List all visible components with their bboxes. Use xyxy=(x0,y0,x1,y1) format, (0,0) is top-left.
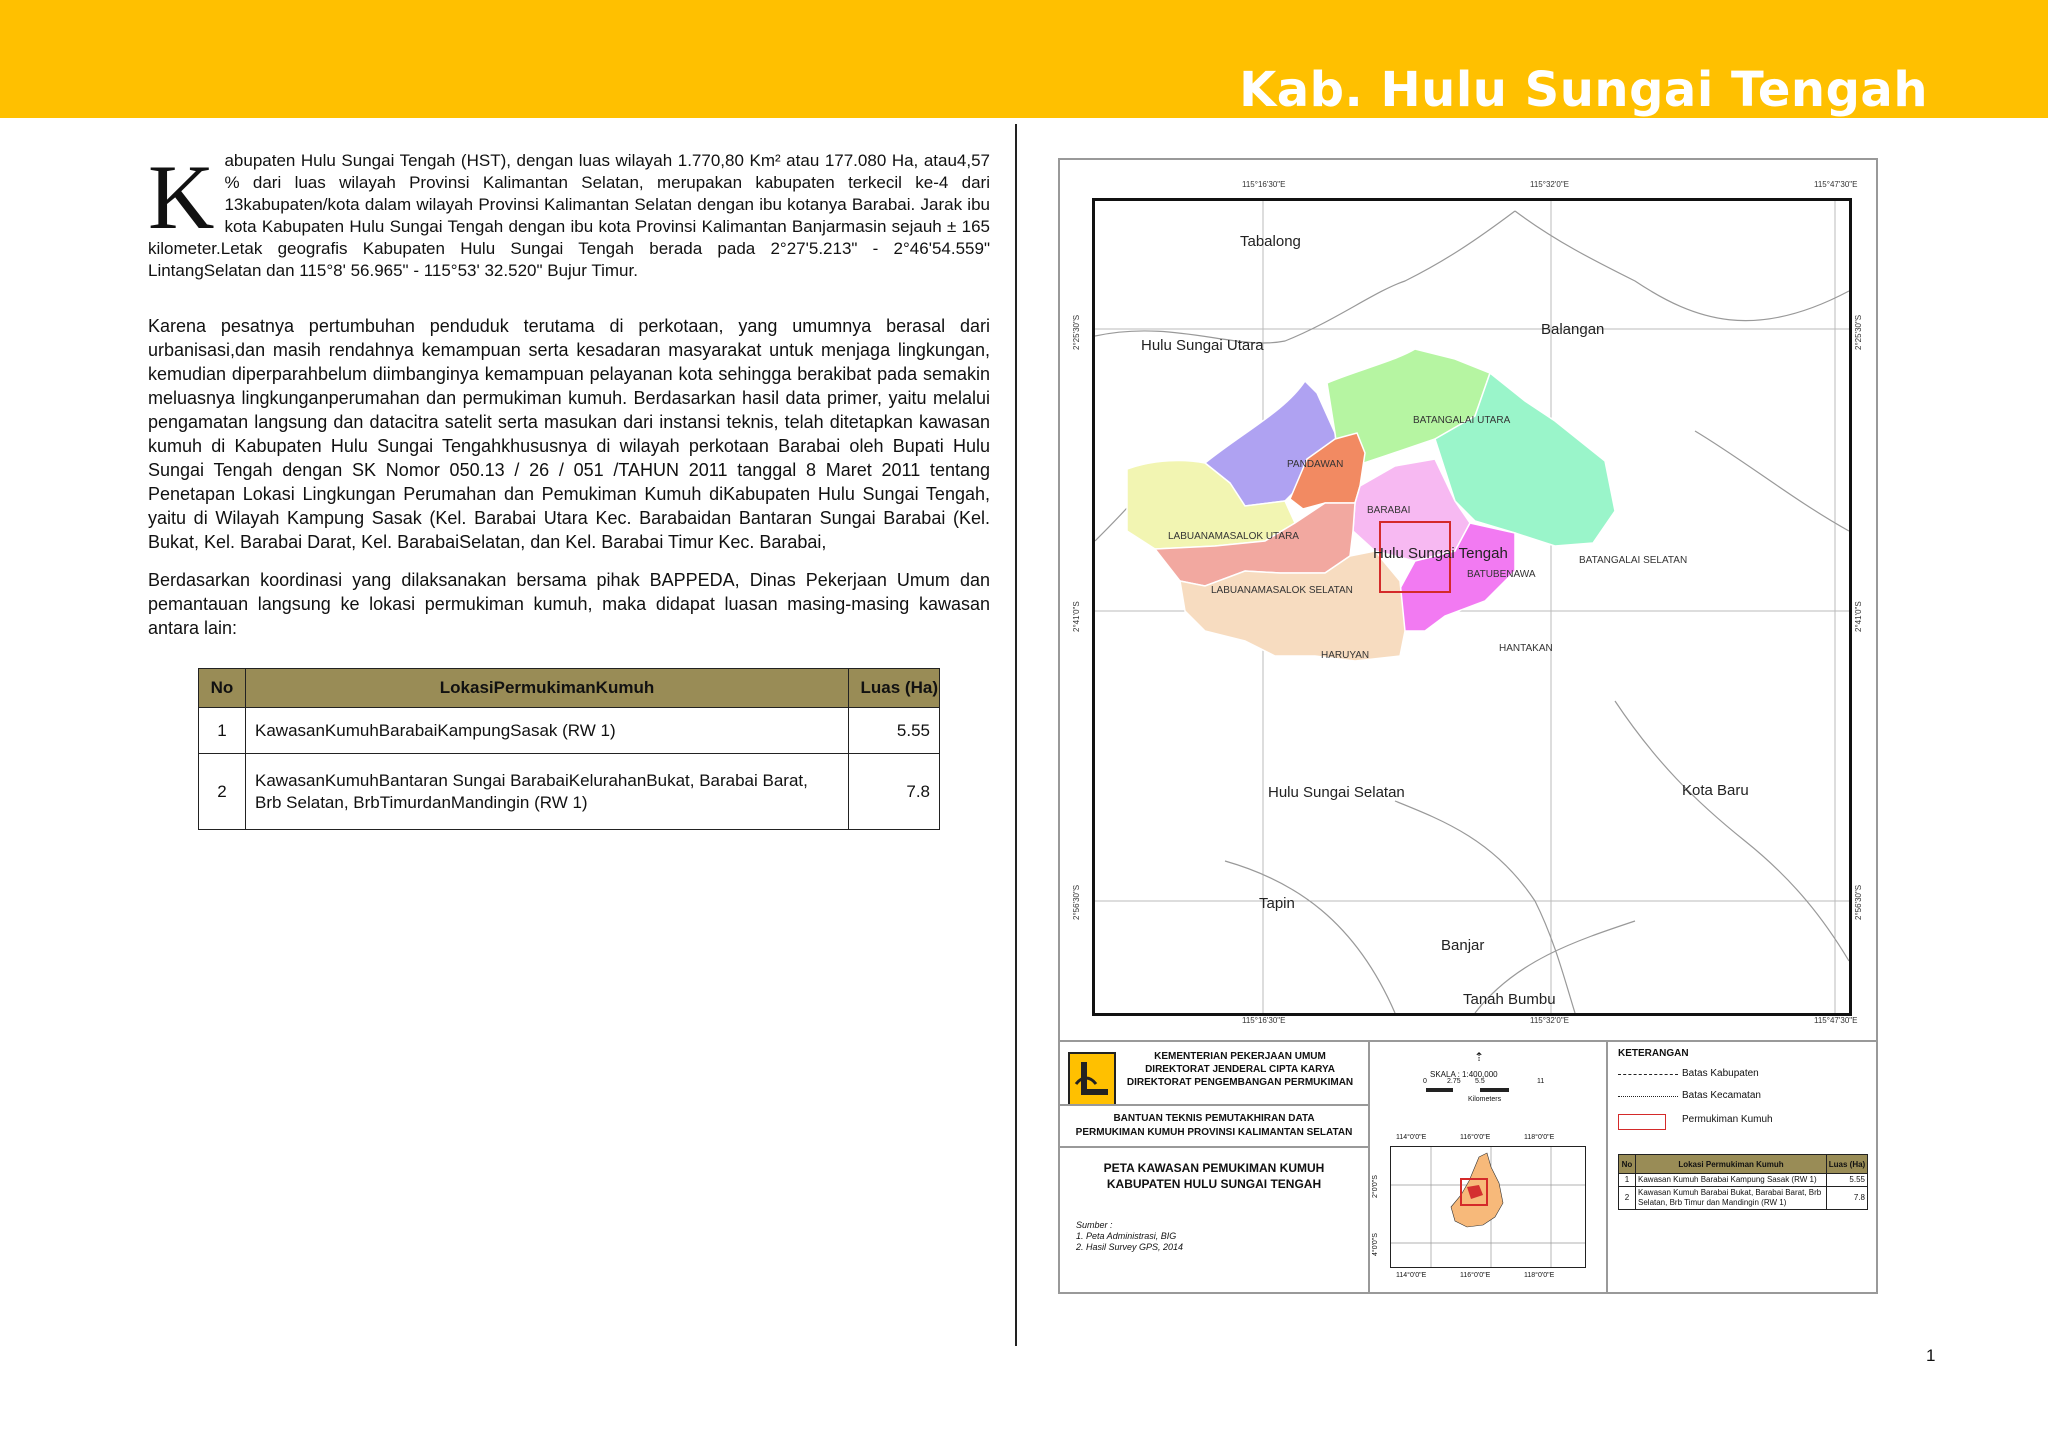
red-outline-icon xyxy=(1618,1114,1666,1130)
page-number: 1 xyxy=(1926,1346,1936,1365)
map-title-line-2: KABUPATEN HULU SUNGAI TENGAH xyxy=(1106,1177,1322,1191)
text-column xyxy=(148,146,990,640)
paragraph-2: Karena pesatnya pertumbuhan penduduk terutama di perkotaan, yang umumnya berasal dari urbanisasi,dan masih rendahnya kemampuan serta kesadaran masyarakat untuk menjaga lingkungan, kemudian diperparahbelum diimbanginya kemampuan pelayanan kota sehingga berakibat pada semakin meluasnya lingkunganperumahan dan permukiman kumuh. Berdasarkan hasil data primer, yaitu melalui pengamatan langsung dan datacitra satelit serta masukan dari instansi teknis, telah ditetapkan kawasan kumuh di Kabupaten Hulu Sungai Tengahkhususnya di wilayah perkotaan Barabai oleh Bupati Hulu Sungai Tengah dengan SK Nomor 050.13 / 26 / 051 /TAHUN 2011 tanggal 8 Maret 2011 tentang Penetapan Lokasi Lingkungan Perumahan dan Pemukiman Kumuh diKabupaten Hulu Sungai Tengah, yaitu di Wilayah Kampung Sasak (Kel. Barabai Utara Kec. Barabaidan Bantaran Sungai Barabai (Kel. Bukat, Kel. Barabai Darat, Kel. BarabaiSelatan, dan Kel. Barabai Timur Kec. Barabai, xyxy=(148,316,990,552)
ministry-logo-icon xyxy=(1068,1052,1116,1106)
inset-coord: 4°0'0"S xyxy=(1372,1233,1379,1256)
coord-top-1: 115°16'30"E xyxy=(1242,180,1286,189)
table-row xyxy=(1619,1187,1868,1210)
inset-coord: 118°0'0"E xyxy=(1524,1272,1555,1279)
cell-luas: 7.8 xyxy=(849,754,940,830)
header-band xyxy=(0,0,2048,118)
intro-paragraph xyxy=(148,146,990,282)
project-line-1: BANTUAN TEKNIS PEMUTAKHIRAN DATA xyxy=(1113,1113,1315,1124)
ministry-line-2: DIREKTORAT JENDERAL CIPTA KARYA xyxy=(1145,1064,1335,1075)
label-barabai: BARABAI xyxy=(1367,505,1411,516)
map-sources xyxy=(1076,1220,1183,1253)
scale-tick: 11 xyxy=(1537,1078,1545,1085)
page-title: Kab. Hulu Sungai Tengah xyxy=(1239,62,1928,118)
table-row xyxy=(199,754,940,830)
cell-no: 2 xyxy=(199,754,246,830)
paragraph-3: Berdasarkan koordinasi yang dilaksanakan bersama pihak BAPPEDA, Dinas Pekerjaan Umum dan pemantauan langsung ke lokasi permukiman kumuh, maka didapat luasan masing-masing kawasan antara lain: xyxy=(148,570,990,638)
ministry-line-1: KEMENTERIAN PEKERJAAN UMUM xyxy=(1154,1051,1326,1062)
coord-top-3: 115°47'30"E xyxy=(1814,180,1858,189)
mini-cell-luas: 5.55 xyxy=(1827,1174,1868,1187)
source-1: 1. Peta Administrasi, BIG xyxy=(1076,1231,1177,1241)
mini-cell-no: 2 xyxy=(1619,1187,1636,1210)
legend-table xyxy=(1618,1154,1868,1210)
project-line-2: PERMUKIMAN KUMUH PROVINSI KALIMANTAN SELATAN xyxy=(1075,1127,1353,1138)
cell-lokasi: KawasanKumuhBantaran Sungai BarabaiKelurahanBukat, Barabai Barat, Brb Selatan, BrbTimurdanMandingin (RW 1) xyxy=(246,754,849,830)
label-kota-baru: Kota Baru xyxy=(1682,782,1749,799)
col-header-luas: Luas (Ha) xyxy=(849,669,940,708)
map-title-line-1: PETA KAWASAN PEMUKIMAN KUMUH xyxy=(1103,1161,1325,1175)
inset-coord: 116°0'0"E xyxy=(1460,1134,1491,1141)
mini-cell-no: 1 xyxy=(1619,1174,1636,1187)
coord-right-1: 2°25'30"S xyxy=(1854,314,1863,350)
scale-and-inset xyxy=(1368,1042,1608,1294)
map-info-panel xyxy=(1060,1040,1876,1294)
scale-tick: 5.5 xyxy=(1475,1078,1485,1085)
legend-item-kumuh xyxy=(1618,1114,1858,1132)
scale-tick: 2.75 xyxy=(1447,1078,1461,1085)
cell-lokasi: KawasanKumuhBarabaiKampungSasak (RW 1) xyxy=(246,708,849,754)
coord-right-3: 2°56'30"S xyxy=(1854,884,1863,920)
label-hulu-sungai-selatan: Hulu Sungai Selatan xyxy=(1268,784,1405,801)
mini-cell-lokasi: Kawasan Kumuh Barabai Bukat, Barabai Barat, Brb Selatan, Brb Timur dan Mandingin (RW 1) xyxy=(1636,1187,1827,1210)
coord-right-2: 2°41'0"S xyxy=(1854,601,1863,632)
scale-bar xyxy=(1426,1088,1536,1092)
inset-coord: 116°0'0"E xyxy=(1460,1272,1491,1279)
label-haruyan: HARUYAN xyxy=(1321,650,1370,661)
dotted-line-icon xyxy=(1618,1096,1678,1097)
scale-unit: Kilometers xyxy=(1468,1096,1502,1103)
legend-title: KETERANGAN xyxy=(1618,1048,1689,1059)
inset-coord: 118°0'0"E xyxy=(1524,1134,1555,1141)
label-hulu-sungai-utara: Hulu Sungai Utara xyxy=(1141,337,1264,354)
source-2: 2. Hasil Survey GPS, 2014 xyxy=(1076,1242,1184,1252)
coord-bottom-2: 115°32'0"E xyxy=(1530,1016,1570,1025)
table-header-row xyxy=(199,669,940,708)
map-sheet xyxy=(1058,158,1878,1294)
title-block xyxy=(1060,1042,1370,1294)
label-labuan-utara: LABUANAMASALOK UTARA xyxy=(1168,531,1299,542)
intro-text: abupaten Hulu Sungai Tengah (HST), dengan luas wilayah 1.770,80 Km² atau 177.080 Ha, atau4,57 % dari luas wilayah Provinsi Kalimantan Selatan, merupakan kabupaten terkecil ke-4 dari 13kabupaten/kota dalam wilayah Provinsi Kalimantan Selatan dengan ibu kotanya Barabai. Jarak ibu kota Kabupaten Hulu Sungai Tengah dengan ibu kota Provinsi Kalimantan Banjarmasin sejauh ± 165 kilometer.Letak geografis Kabupaten Hulu Sungai Tengah berada pada 2°27'5.213" - 2°46'54.559" LintangSelatan dan 115°8' 56.965" - 115°53' 32.520" Bujur Timur. xyxy=(148,151,990,280)
col-header-no: No xyxy=(199,669,246,708)
coord-left-3: 2°56'30"S xyxy=(1072,884,1081,920)
scale-tick: 0 xyxy=(1423,1078,1427,1085)
label-batangalai-selatan: BATANGALAI SELATAN xyxy=(1579,555,1688,566)
north-arrow-icon: ⇡ xyxy=(1474,1050,1485,1064)
map-svg xyxy=(1095,201,1849,1013)
coord-bottom-3: 115°47'30"E xyxy=(1814,1016,1858,1025)
label-tapin: Tapin xyxy=(1259,895,1295,912)
legend-label: Batas Kabupaten xyxy=(1682,1068,1759,1079)
legend-label: Batas Kecamatan xyxy=(1682,1090,1761,1101)
label-tanah-bumbu: Tanah Bumbu xyxy=(1463,991,1556,1008)
label-balangan: Balangan xyxy=(1541,321,1605,338)
coord-top-2: 115°32'0"E xyxy=(1530,180,1570,189)
mini-col-luas: Luas (Ha) xyxy=(1827,1155,1868,1174)
label-batubenawa: BATUBENAWA xyxy=(1467,569,1536,580)
label-batangalai-utara: BATANGALAI UTARA xyxy=(1413,415,1511,426)
project-title xyxy=(1060,1104,1368,1146)
cell-luas: 5.55 xyxy=(849,708,940,754)
coord-left-2: 2°41'0"S xyxy=(1072,601,1081,632)
label-hulu-sungai-tengah: Hulu Sungai Tengah xyxy=(1373,545,1508,562)
legend-label: Permukiman Kumuh xyxy=(1682,1114,1773,1125)
mini-col-lokasi: Lokasi Permukiman Kumuh xyxy=(1636,1155,1827,1174)
inset-coord: 114°0'0"E xyxy=(1396,1134,1427,1141)
label-labuan-selatan: LABUANAMASALOK SELATAN xyxy=(1211,585,1353,596)
label-tabalong: Tabalong xyxy=(1240,233,1301,250)
col-header-lokasi: LokasiPermukimanKumuh xyxy=(246,669,849,708)
column-divider xyxy=(1015,124,1017,1346)
slum-area-table xyxy=(198,668,940,830)
mini-cell-luas: 7.8 xyxy=(1827,1187,1868,1210)
legend-item-kecamatan xyxy=(1618,1090,1858,1106)
label-hantakan: HANTAKAN xyxy=(1499,643,1553,654)
label-pandawan: PANDAWAN xyxy=(1287,459,1344,470)
ministry-name xyxy=(1120,1050,1360,1089)
sources-heading: Sumber : xyxy=(1076,1220,1113,1230)
province-inset-map xyxy=(1390,1146,1586,1268)
inset-coord: 2°0'0"S xyxy=(1372,1175,1379,1198)
mini-cell-lokasi: Kawasan Kumuh Barabai Kampung Sasak (RW 1) xyxy=(1636,1174,1827,1187)
label-banjar: Banjar xyxy=(1441,937,1485,954)
table-row xyxy=(199,708,940,754)
legend-block xyxy=(1606,1042,1876,1294)
map-title xyxy=(1060,1146,1368,1206)
drop-cap: K xyxy=(148,146,215,248)
table-row xyxy=(1619,1174,1868,1187)
mini-col-no: No xyxy=(1619,1155,1636,1174)
map-canvas xyxy=(1092,198,1852,1016)
inset-coord: 114°0'0"E xyxy=(1396,1272,1427,1279)
coord-left-1: 2°25'30"S xyxy=(1072,314,1081,350)
dash-dot-line-icon xyxy=(1618,1074,1678,1075)
ministry-line-3: DIREKTORAT PENGEMBANGAN PERMUKIMAN xyxy=(1126,1077,1354,1088)
coord-bottom-1: 115°16'30"E xyxy=(1242,1016,1286,1025)
legend-item-kabupaten xyxy=(1618,1068,1858,1084)
cell-no: 1 xyxy=(199,708,246,754)
scale-text: SKALA : 1:400,000 xyxy=(1430,1070,1498,1079)
